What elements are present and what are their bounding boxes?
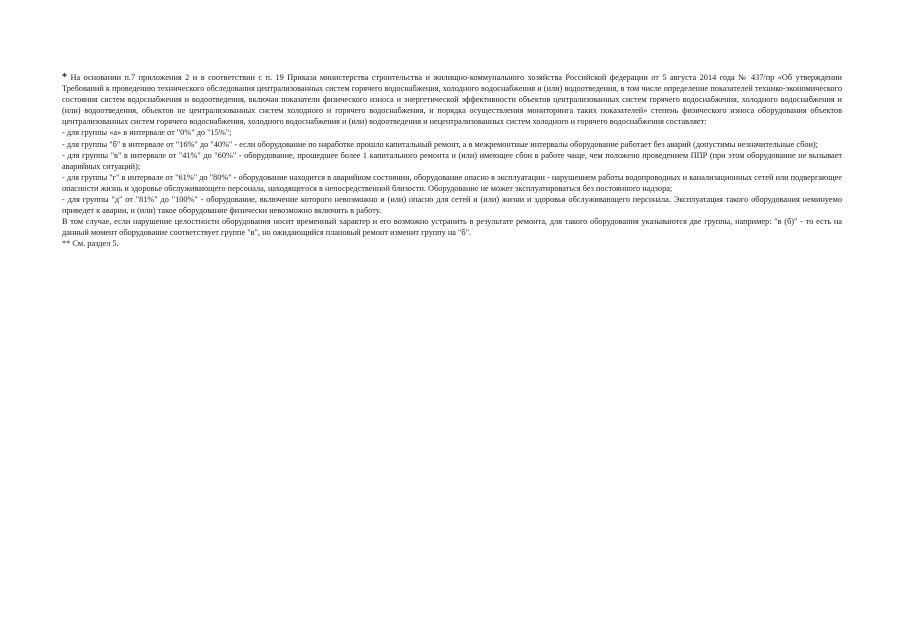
closing-paragraph: В том случае, если нарушение целостности оборудования носит временный характер и его возможно устранить в результате ремонта, для такого оборудования указываются две группы, например: "в (б)" - то есть на данный момент оборудование соответствует группе "в", но ожидающийся плановый ремонт изменит группу на "б". [62, 217, 842, 238]
intro-paragraph [62, 72, 842, 127]
section-reference: ** См. раздел 5. [62, 239, 119, 249]
group-item-g: - для группы "г" в интервале от "61%" до "80%" - оборудование находится в аварийном состоянии, оборудование опасно в эксплуатации - нарушением работы водопроводных и канализационных сетей или подвергающее опасности жизнь и здоровье обслуживающего персонала, находящегося в непосредственной близости. Оборудование не может эксплуатироваться без постоянного надзора; [62, 172, 842, 193]
group-item-d: - для группы "д" от "81%" до "100%" - оборудование, включение которого невозможно и (или) опасно для сетей и (или) жизни и здоровья обслуживающего персонала. Эксплуатация такого оборудования неминуемо приведет к аварии, и (или) такое оборудование физически невозможно включить в работу. [62, 195, 842, 216]
footnote-marker: * [62, 72, 67, 83]
group-item-v: - для группы "в" в интервале от "41%" до "60%" - оборудование, прошедшее более 1 капитального ремонта и (или) имеющее сбои в работе чаще, чем положено проведением ППР (при этом оборудование не вызывает аварийных ситуаций); [62, 150, 842, 171]
group-item-a: - для группы «а» в интервале от "0%" до "15%"; [62, 128, 232, 138]
group-item-b: - для группы "б" в интервале от "16%" до "40%" - если оборудование по наработке прошло капитальный ремонт, а в межремонтные интервалы оборудование работает без аварий (допустимы незначительные сбои); [62, 139, 818, 149]
footnote-block [62, 72, 842, 250]
intro-text: На основании п.7 приложения 2 и в соответствии с п. 19 Приказа министерства строительства и жилищно-коммунального хозяйства Российской федерации от 5 августа 2014 года № 437/пр «Об утверждении Требований к проведению технического обследования централизованных систем горячего водоснабжения, холодного водоснабжения и (или) водоотведения, в том числе определение показателей технико-экономического состояния систем водоснабжения и водоотведения, включая показатели физического износа и энергетической эффективности объектов централизованных систем горячего водоснабжения, холодного водоснабжения и (или) водоотведения, объектов не централизованных систем холодного и горячего водоснабжения, и порядка осуществления мониторинга таких показателей» степень физического износа оборудования объектов централизованных систем горячего водоснабжения, холодного водоснабжения и (или) водоотведения и нецентрализованных систем холодного и горячего водоснабжения составляет: [62, 73, 842, 127]
